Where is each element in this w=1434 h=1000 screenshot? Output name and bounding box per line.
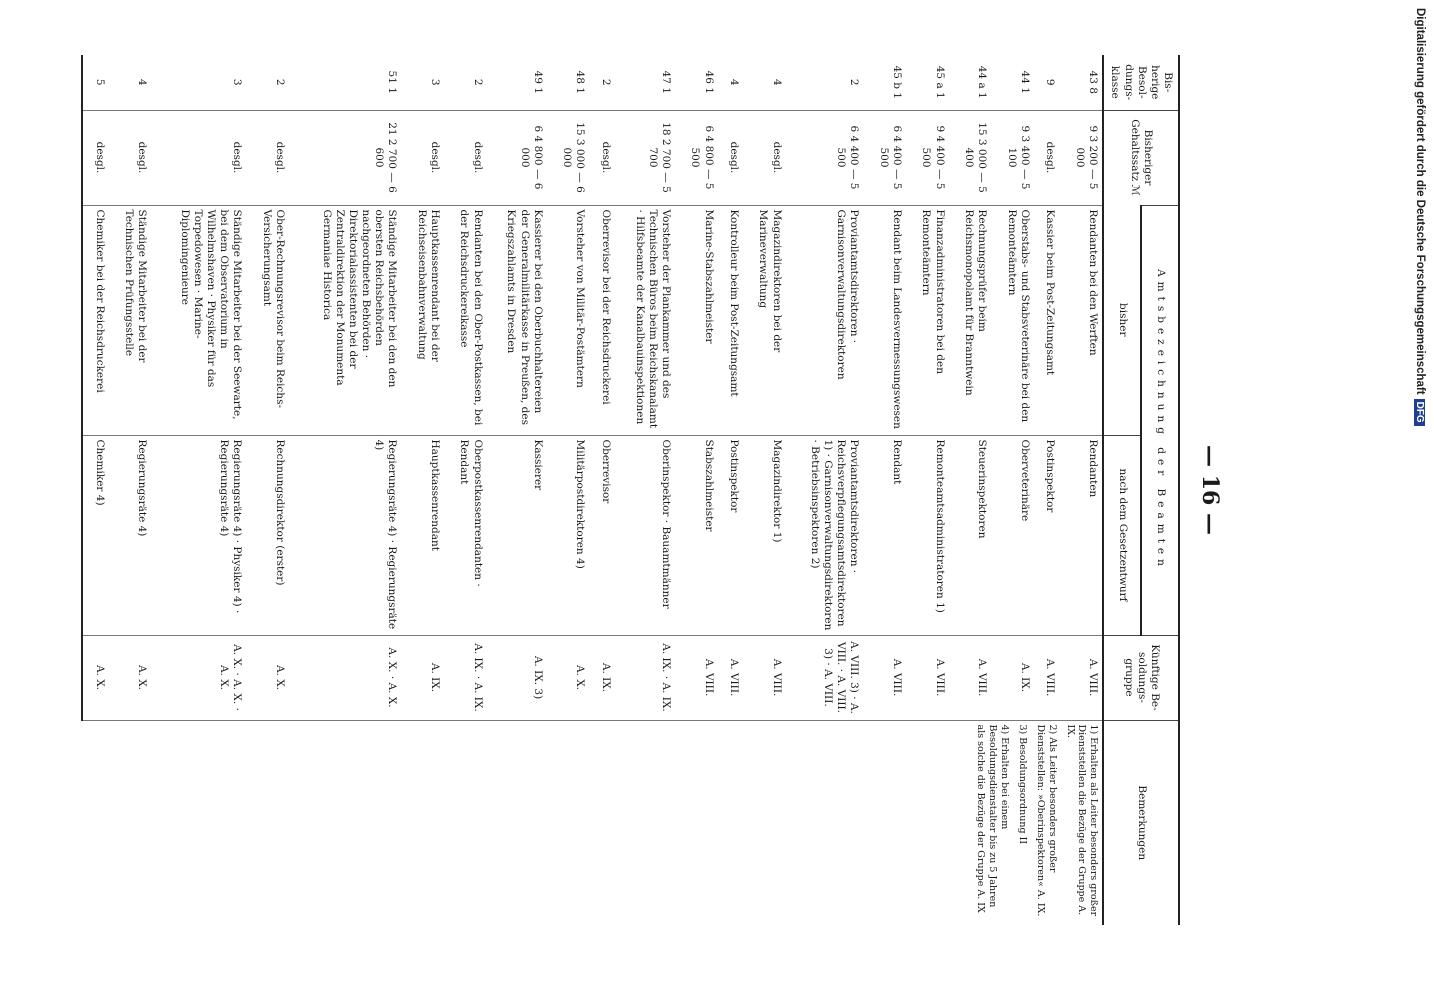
cell-class: 49 1 <box>531 70 544 94</box>
cell-previous-title: Vorsteher der Plankammer und des Technischen Büros beim Reichskanalamt · Hilfsbeamte der Kanalbauinspektionen <box>615 205 675 435</box>
cell-draft-title: Remonteamtsadministratoren 1) <box>906 435 949 635</box>
cell-future-group: A. IX. <box>401 635 444 720</box>
cell-class: 3 <box>231 78 244 86</box>
cell-previous-title: Hauptkassenrendant bei der Reichseisenbahnverwaltung <box>401 205 444 435</box>
remark-note: 2) Als Leiter besonders großer Dienststellen: »Oberinspektoren« A. IX. <box>1034 724 1058 917</box>
cell-previous-title: Vorsteher von Militär-Postämtern <box>547 205 590 435</box>
remark-note: 1) Erhalten als Leiter besonders großer Dienststellen die Bezüge der Gruppe A. IX. <box>1064 724 1100 917</box>
cell-class: 3 <box>428 78 441 86</box>
header-salary: Bisheriger Gehaltssatz ℳ <box>1103 110 1179 205</box>
cell-salary: 18 2 700 — 5 700 <box>615 110 675 205</box>
cell-salary: desgl. <box>589 110 614 205</box>
cell-future-group: A. VIII. <box>675 635 718 720</box>
cell-class: 4 <box>770 78 783 86</box>
cell-class: 45 b 1 <box>890 65 903 99</box>
cell-salary: 9 4 400 — 5 500 <box>906 110 949 205</box>
dfg-watermark <box>1406 8 1426 423</box>
cell-previous-title: Finanzadministratoren bei den Remonteämtern <box>906 205 949 435</box>
cell-previous-title: Magazindirektoren bei der Marineverwaltung <box>743 205 786 435</box>
cell-future-group: A. IX. 3) <box>487 635 547 720</box>
cell-class: 44 1 <box>1019 70 1031 94</box>
cell-salary: 15 3 000 — 5 400 <box>949 110 992 205</box>
cell-previous-title: Ober-Rechnungsrevisor beim Reichs-Versicherungsamt <box>246 205 289 435</box>
cell-draft-title: Oberrevisor <box>589 435 614 635</box>
cell-draft-title: Steuerinspektoren <box>949 435 992 635</box>
cell-salary: desgl. <box>151 110 246 205</box>
cell-previous-title: Kassier beim Post-Zeitungsamt <box>1034 205 1059 435</box>
cell-draft-title: Oberpostkassenrendanten · Rendant <box>444 435 487 635</box>
cell-salary: desgl. <box>82 110 109 205</box>
cell-draft-title: Proviantamtsdirektoren · Reichsverpflegungsamtsdirektoren 1) · Garnisonverwaltungsdirektoren · Betriebsinspektoren 2) <box>786 435 864 635</box>
header-remarks: Bemerkungen <box>1103 720 1179 925</box>
cell-draft-title: Rechnungsdirektor (erster) <box>246 435 289 635</box>
cell-draft-title: Chemiker 4) <box>82 435 109 635</box>
cell-future-group: A. VIII. <box>863 635 906 720</box>
cell-draft-title: Oberveterinäre <box>991 435 1034 635</box>
cell-salary: desgl. <box>743 110 786 205</box>
cell-class: 2 <box>471 78 484 86</box>
cell-class: 2 <box>599 78 612 86</box>
cell-class: 2 <box>848 78 861 86</box>
header-title-group: Amtsbezeichnung der Beamten <box>1141 205 1179 635</box>
cell-previous-title: Ständige Mitarbeiter bei der Seewarte, bei dem Observatorium in Wilhelmshaven · Physiker für das Torpedowesen · Marine-Diplomingenieure <box>151 205 246 435</box>
cell-future-group: A. VIII. 3) · A. VIII. · A. VIII. 3) · A. VIII. <box>786 635 864 720</box>
cell-class: 48 1 <box>574 70 587 94</box>
cell-salary: desgl. <box>444 110 487 205</box>
header-class: Bis-herige Besol-dungs-klasse <box>1103 55 1179 110</box>
cell-draft-title: Magazindirektor 1) <box>743 435 786 635</box>
remark-note: 3) Besoldungsordnung II <box>1017 724 1028 845</box>
cell-draft-title: Postinspektor <box>1034 435 1059 635</box>
header-future-group: Künftige Be-soldungs-gruppe <box>1103 635 1179 720</box>
cell-draft-title: Oberinspektor · Bauamtmänner <box>615 435 675 635</box>
cell-future-group: A. VIII. <box>1059 635 1103 720</box>
cell-previous-title: Rechnungsprüfer beim Reichsmonopolamt für Branntwein <box>949 205 992 435</box>
cell-salary: 6 4 400 — 5 500 <box>786 110 864 205</box>
cell-class: 4 <box>727 78 740 86</box>
cell-previous-title: Rendanten bei den Werften <box>1059 205 1103 435</box>
cell-previous-title: Oberrevisor bei der Reichsdruckerei <box>589 205 614 435</box>
cell-salary: desgl. <box>718 110 743 205</box>
page-number: — 16 — <box>1197 445 1223 535</box>
dfg-logo: DFG <box>1414 399 1425 426</box>
cell-previous-title: Ständige Mitarbeiter bei der Technischen Prüfungsstelle <box>109 205 152 435</box>
cell-draft-title: Kassierer <box>487 435 547 635</box>
cell-future-group: A. IX. · A. IX. <box>444 635 487 720</box>
cell-class: 44 a 1 <box>976 65 989 99</box>
cell-future-group: A. IX. · A. IX. <box>615 635 675 720</box>
cell-salary: 6 4 800 — 5 500 <box>675 110 718 205</box>
cell-class: 9 <box>1044 78 1057 86</box>
cell-future-group: A. X. <box>109 635 152 720</box>
cell-future-group: A. X. · A. X. · A. X. <box>151 635 246 720</box>
cell-draft-title: Stabszahlmeister <box>675 435 718 635</box>
cell-previous-title: Rendant beim Landesvermessungswesen <box>863 205 906 435</box>
cell-previous-title: Chemiker bei der Reichsdruckerei <box>82 205 109 435</box>
cell-draft-title: Hauptkassenrendant <box>401 435 444 635</box>
cell-class: 2 <box>273 78 286 86</box>
cell-previous-title: Kassierer bei den Oberbuchhaltereien der Generalmilitärkasse in Preußen, des Kriegszahlamts in Dresden <box>487 205 547 435</box>
rotated-page <box>93 55 1230 925</box>
cell-class: 4 <box>136 78 149 86</box>
cell-draft-title: Regierungsräte 4) <box>109 435 152 635</box>
cell-salary: 6 4 800 — 6 000 <box>487 110 547 205</box>
cell-previous-title: Kontrolleur beim Post-Zeitungsamt <box>718 205 743 435</box>
cell-future-group: A. VIII. <box>906 635 949 720</box>
cell-previous-title: Ständige Mitarbeiter bei den den obersten Reichsbehörden nachgeordneten Behörden · Direktorialassistenten bei der Zentraldirektion der Monumenta Germaniae Historica <box>289 205 401 435</box>
cell-remarks <box>82 720 1104 925</box>
cell-draft-title: Rendanten <box>1059 435 1103 635</box>
cell-class: 47 1 <box>659 70 672 94</box>
cell-salary: desgl. <box>109 110 152 205</box>
cell-class: 45 a 1 <box>933 65 946 99</box>
cell-class: 43 8 <box>1087 70 1100 94</box>
cell-future-group: A. X. <box>82 635 109 720</box>
cell-class: 51 1 <box>386 70 399 94</box>
cell-future-group: A. VIII. <box>1034 635 1059 720</box>
cell-future-group: A. VIII. <box>743 635 786 720</box>
cell-class: 46 1 <box>702 70 715 94</box>
header-row <box>1141 55 1179 925</box>
cell-draft-title: Militärpostdirektoren 4) <box>547 435 590 635</box>
cell-salary: desgl. <box>1034 110 1059 205</box>
cell-future-group: A. VIII. <box>949 635 992 720</box>
cell-draft-title: Rendant <box>863 435 906 635</box>
cell-previous-title: Proviantamtsdirektoren · Garnisonverwaltungsdirektoren <box>786 205 864 435</box>
table-body <box>82 55 1104 925</box>
cell-salary: desgl. <box>246 110 289 205</box>
cell-salary: 21 2 700 — 6 600 <box>289 110 401 205</box>
cell-salary: 9 3 200 — 5 000 <box>1059 110 1103 205</box>
cell-draft-title: Regierungsräte 4) · Physiker 4) · Regierungsräte 4) <box>151 435 246 635</box>
remark-note: 4) Erhalten bei einem Besoldungsdienstalter bis zu 5 Jahren als solche die Bezüge der Gruppe A. IX <box>975 724 1011 913</box>
cell-draft-title: Regierungsräte 4) · Regierungsräte 4) <box>289 435 401 635</box>
cell-future-group: A. VIII. <box>718 635 743 720</box>
cell-previous-title: Rendanten bei den Ober-Postkassen, bei der Reichsdruckereikasse <box>444 205 487 435</box>
cell-salary: desgl. <box>401 110 444 205</box>
cell-previous-title: Marine-Stabszahlmeister <box>675 205 718 435</box>
cell-previous-title: Oberstabs- und Stabsveterinäre bei den Remonteämtern <box>991 205 1034 435</box>
table-row <box>1059 55 1103 925</box>
watermark-text: Digitalisierung gefördert durch die Deutsche Forschungsgemeinschaft <box>1414 8 1426 395</box>
cell-future-group: A. X. <box>246 635 289 720</box>
cell-future-group: A. IX. <box>589 635 614 720</box>
salary-table <box>81 55 1180 925</box>
cell-class: 5 <box>82 55 109 110</box>
cell-salary: 15 3 000 — 6 000 <box>547 110 590 205</box>
header-previous: bisher <box>1103 205 1141 435</box>
cell-future-group: A. X. <box>547 635 590 720</box>
cell-salary: 9 3 400 — 5 100 <box>991 110 1034 205</box>
header-draft: nach dem Gesetzentwurf <box>1103 435 1141 635</box>
cell-salary: 6 4 400 — 5 500 <box>863 110 906 205</box>
cell-future-group: A. IX. <box>991 635 1034 720</box>
cell-draft-title: Postinspektor <box>718 435 743 635</box>
cell-future-group: A. X. · A. X. <box>289 635 401 720</box>
